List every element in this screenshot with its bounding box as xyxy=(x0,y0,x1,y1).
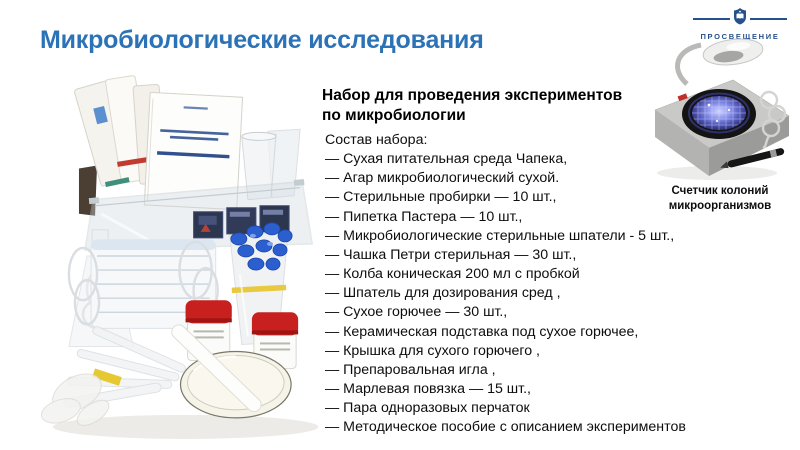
list-item: — Сухая питательная среда Чапека, xyxy=(325,151,568,168)
counter-caption-line2: микроорганизмов xyxy=(668,200,772,212)
list-item: — Марлевая повязка — 15 шт., xyxy=(325,381,531,398)
logo-rule-right xyxy=(750,18,787,20)
kit-heading xyxy=(322,86,622,126)
magnifier-arm xyxy=(678,45,701,84)
kit-photo xyxy=(33,73,323,445)
list-item: — Агар микробиологический сухой. xyxy=(325,170,560,187)
list-item: — Пипетка Пастера — 10 шт., xyxy=(325,208,523,225)
kit-heading-line2: по микробиологии xyxy=(322,107,466,124)
list-item: — Крышка для сухого горючего , xyxy=(325,342,540,359)
kit-list xyxy=(325,131,686,438)
kit-list-intro: Состав набора: xyxy=(325,132,428,148)
list-item: — Колба коническая 200 мл с пробкой xyxy=(325,266,580,283)
kit-heading-line1: Набор для проведения экспериментов xyxy=(322,87,623,104)
list-item: — Методическое пособие с описанием экспериментов xyxy=(325,419,686,436)
list-item: — Препаровальная игла , xyxy=(325,361,496,378)
list-item: — Пара одноразовых перчаток xyxy=(325,400,530,417)
list-item: — Сухое горючее — 30 шт., xyxy=(325,304,508,321)
magnifier-head xyxy=(702,36,765,68)
counter-caption-line1: Счетчик колоний xyxy=(671,185,769,197)
list-item: — Шпатель для дозирования сред , xyxy=(325,285,561,302)
list-item: — Микробиологические стерильные шпатели - 5 шт., xyxy=(325,227,675,244)
list-item: — Чашка Петри стерильная — 30 шт., xyxy=(325,246,577,263)
page-title: Микробиологические исследования xyxy=(40,26,484,54)
illuminated-dish xyxy=(682,89,756,139)
shield-book-icon xyxy=(733,8,747,30)
list-item: — Стерильные пробирки — 10 шт., xyxy=(325,189,557,206)
logo-wordmark: ПРОСВЕЩЕНИЕ xyxy=(700,32,780,41)
logo-rule-left xyxy=(693,18,730,20)
list-item: — Керамическая подставка под сухое горючее, xyxy=(325,323,639,340)
